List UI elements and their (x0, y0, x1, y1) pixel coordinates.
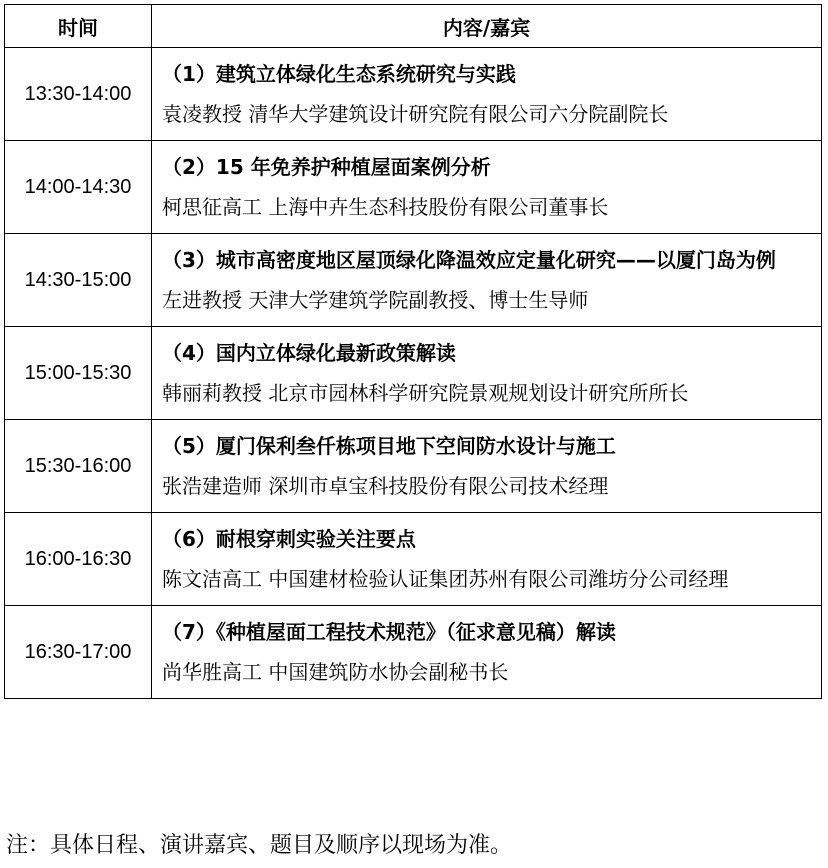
header-content: 内容/嘉宾 (152, 5, 822, 48)
content-cell (152, 234, 822, 327)
content-cell (152, 420, 822, 513)
topic-title: （2）15 年免养护种植屋面案例分析 (162, 155, 491, 179)
time-cell: 15:00-15:30 (5, 327, 152, 420)
schedule-table (4, 4, 822, 699)
topic-title: （7）《种植屋面工程技术规范》（征求意见稿）解读 (162, 620, 616, 644)
time-cell: 13:30-14:00 (5, 48, 152, 141)
time-cell: 14:30-15:00 (5, 234, 152, 327)
speaker-info: 尚华胜高工 中国建筑防水协会副秘书长 (162, 660, 509, 684)
table-row (5, 234, 822, 327)
speaker-info: 袁凌教授 清华大学建筑设计研究院有限公司六分院副院长 (162, 102, 669, 126)
topic-title: （1）建筑立体绿化生态系统研究与实践 (162, 62, 516, 86)
topic-title: （6）耐根穿刺实验关注要点 (162, 527, 416, 551)
speaker-info: 韩丽莉教授 北京市园林科学研究院景观规划设计研究所所长 (162, 381, 689, 405)
time-cell: 16:00-16:30 (5, 513, 152, 606)
table-row (5, 48, 822, 141)
speaker-info: 柯思征高工 上海中卉生态科技股份有限公司董事长 (162, 195, 609, 219)
speaker-info: 张浩建造师 深圳市卓宝科技股份有限公司技术经理 (162, 474, 609, 498)
content-cell (152, 606, 822, 699)
table-row (5, 420, 822, 513)
header-row (5, 5, 822, 48)
table-row (5, 327, 822, 420)
table-row (5, 513, 822, 606)
content-cell (152, 513, 822, 606)
topic-title: （5）厦门保利叁仟栋项目地下空间防水设计与施工 (162, 434, 616, 458)
speaker-info: 陈文洁高工 中国建材检验认证集团苏州有限公司潍坊分公司经理 (162, 567, 729, 591)
time-cell: 15:30-16:00 (5, 420, 152, 513)
speaker-info: 左进教授 天津大学建筑学院副教授、博士生导师 (162, 288, 589, 312)
table-row (5, 141, 822, 234)
content-cell (152, 48, 822, 141)
topic-title: （3）城市高密度地区屋顶绿化降温效应定量化研究——以厦门岛为例 (162, 248, 776, 272)
footnote: 注：具体日程、演讲嘉宾、题目及顺序以现场为准。 (6, 833, 513, 858)
content-cell (152, 141, 822, 234)
topic-title: （4）国内立体绿化最新政策解读 (162, 341, 456, 365)
time-cell: 16:30-17:00 (5, 606, 152, 699)
time-cell: 14:00-14:30 (5, 141, 152, 234)
table-row (5, 606, 822, 699)
content-cell (152, 327, 822, 420)
header-time: 时间 (5, 5, 152, 48)
